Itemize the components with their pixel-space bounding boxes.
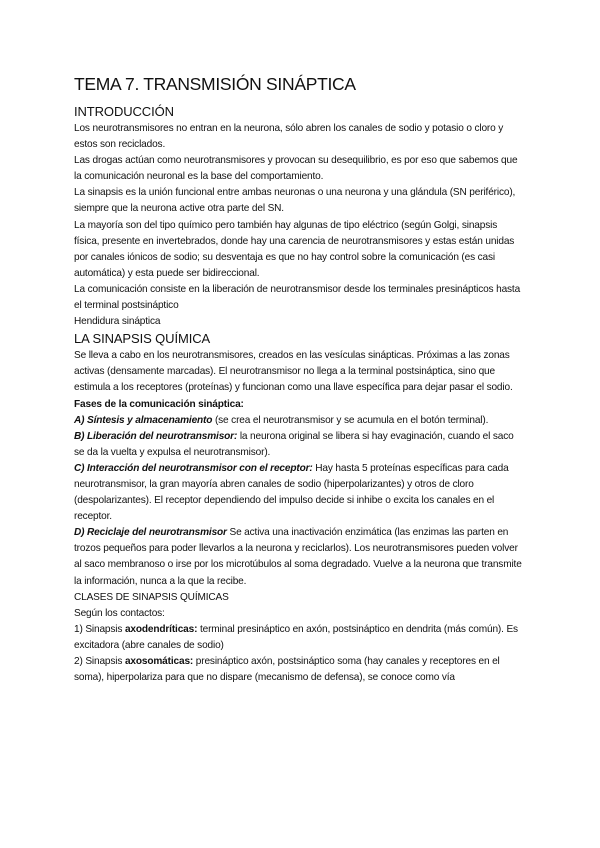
fase-a-text: (se crea el neurotransmisor y se acumula en el botón terminal). [212,414,489,426]
fase-c-label: C) Interacción del neurotransmisor con el receptor: [74,462,313,474]
fase-c [74,461,524,525]
fase-a-label: A) Síntesis y almacenamiento [74,414,213,426]
clase-item-1-term: axodendríticas: [124,623,198,635]
fase-d-text: Se activa una inactivación enzimática (las enzimas las parten en trozos pequeños para poder llevarlos a la neurona y reciclarlos). Los neurotransmisores pueden volver al saco membranoso o irse por los microtúbulos al soma degradado. Vuelve a la neurona que transmite la información, nunca a la que la recibe. [74,527,522,587]
intro-paragraph-4: La mayoría son del tipo químico pero también hay algunas de tipo eléctrico (según Golgi, sinapsis física, presente en invertebrados, donde hay una carencia de neurotransmisores y estas están unidas por canales iónicos de sodio; su desventaja es que no hay control sobre la comunicación (es casi automática) y esta puede ser bidireccional. [74,219,515,279]
fase-c-text: Hay hasta 5 proteínas específicas para cada neurotransmisor, la gran mayoría abren canales de sodio (hiperpolarizantes) y otros de cloro (despolarizantes). El receptor dependiendo del impulso decide si inhibe o excita los canales en el receptor. [74,462,509,523]
clase-item-1 [74,622,524,654]
fase-d [74,525,524,589]
intro-paragraph-1: Los neurotransmisores no entran en la neurona, sólo abren los canales de sodio y potasio o cloro y estos son reciclados. [74,123,504,151]
clase-item-1-prefix: 1) Sinapsis [74,623,125,635]
section-heading-introduccion: INTRODUCCIÓN [74,104,174,119]
clase-item-2-term: axosomáticas: [124,656,194,667]
intro-paragraph-2: Las drogas actúan como neurotransmisores y provocan su desequilibrio, es por eso que sabemos que la comunicación neuronal es la base del comportamiento. [74,155,518,183]
clase-item-2-text: presináptico axón, postsináptico soma (hay canales y receptores en el soma), hiperpolariza para que no dispare (mecanismo de defensa), se conoce como vía [74,656,500,684]
fase-b-label: B) Liberación del neurotransmisor: [74,430,238,442]
fase-d-label: D) Reciclaje del neurotransmisor [74,527,227,539]
intro-paragraph-5: La comunicación consiste en la liberación de neurotransmisor desde los terminales presinápticos hasta el terminal postsináptico [74,283,521,312]
page-title: TEMA 7. TRANSMISIÓN SINÁPTICA [74,74,356,94]
clase-item-2-prefix: 2) Sinapsis [74,656,125,667]
fases-heading-text: Fases de la comunicación sináptica: [74,398,244,410]
section-heading-clases: CLASES DE SINAPSIS QUÍMICAS [74,591,229,603]
clase-item-2 [74,654,524,686]
fases-heading [74,397,524,413]
intro-paragraph-6: Hendidura sináptica [74,316,161,328]
fase-b [74,429,524,461]
quimica-paragraph-1: Se lleva a cabo en los neurotransmisores, creados en las vesículas sinápticas. Próximas a las zonas activas (densamente marcadas). El neurotransmisor no llega a la terminal postsináptica, sino que estimula a los receptores (proteínas) y funcionan como una llave específica para dejar pasar el sodio. [74,350,513,394]
clases-intro: Según los contactos: [74,607,165,619]
fase-b-text: la neurona original se libera si hay evaginación, cuando el saco se da la vuelta y expulsa el neurotransmisor). [74,430,514,458]
fase-a [74,413,524,429]
section-heading-sinapsis-quimica: LA SINAPSIS QUÍMICA [74,331,211,347]
clase-item-1-text: terminal presináptico en axón, postsináptico en dendrita (más común). Es excitadora (abre canales de sodio) [74,623,518,651]
intro-paragraph-3: La sinapsis es la unión funcional entre ambas neuronas o una neurona y una glándula (SN periférico), siempre que la neurona active otra parte del SN. [74,187,516,215]
document-content [74,74,524,686]
